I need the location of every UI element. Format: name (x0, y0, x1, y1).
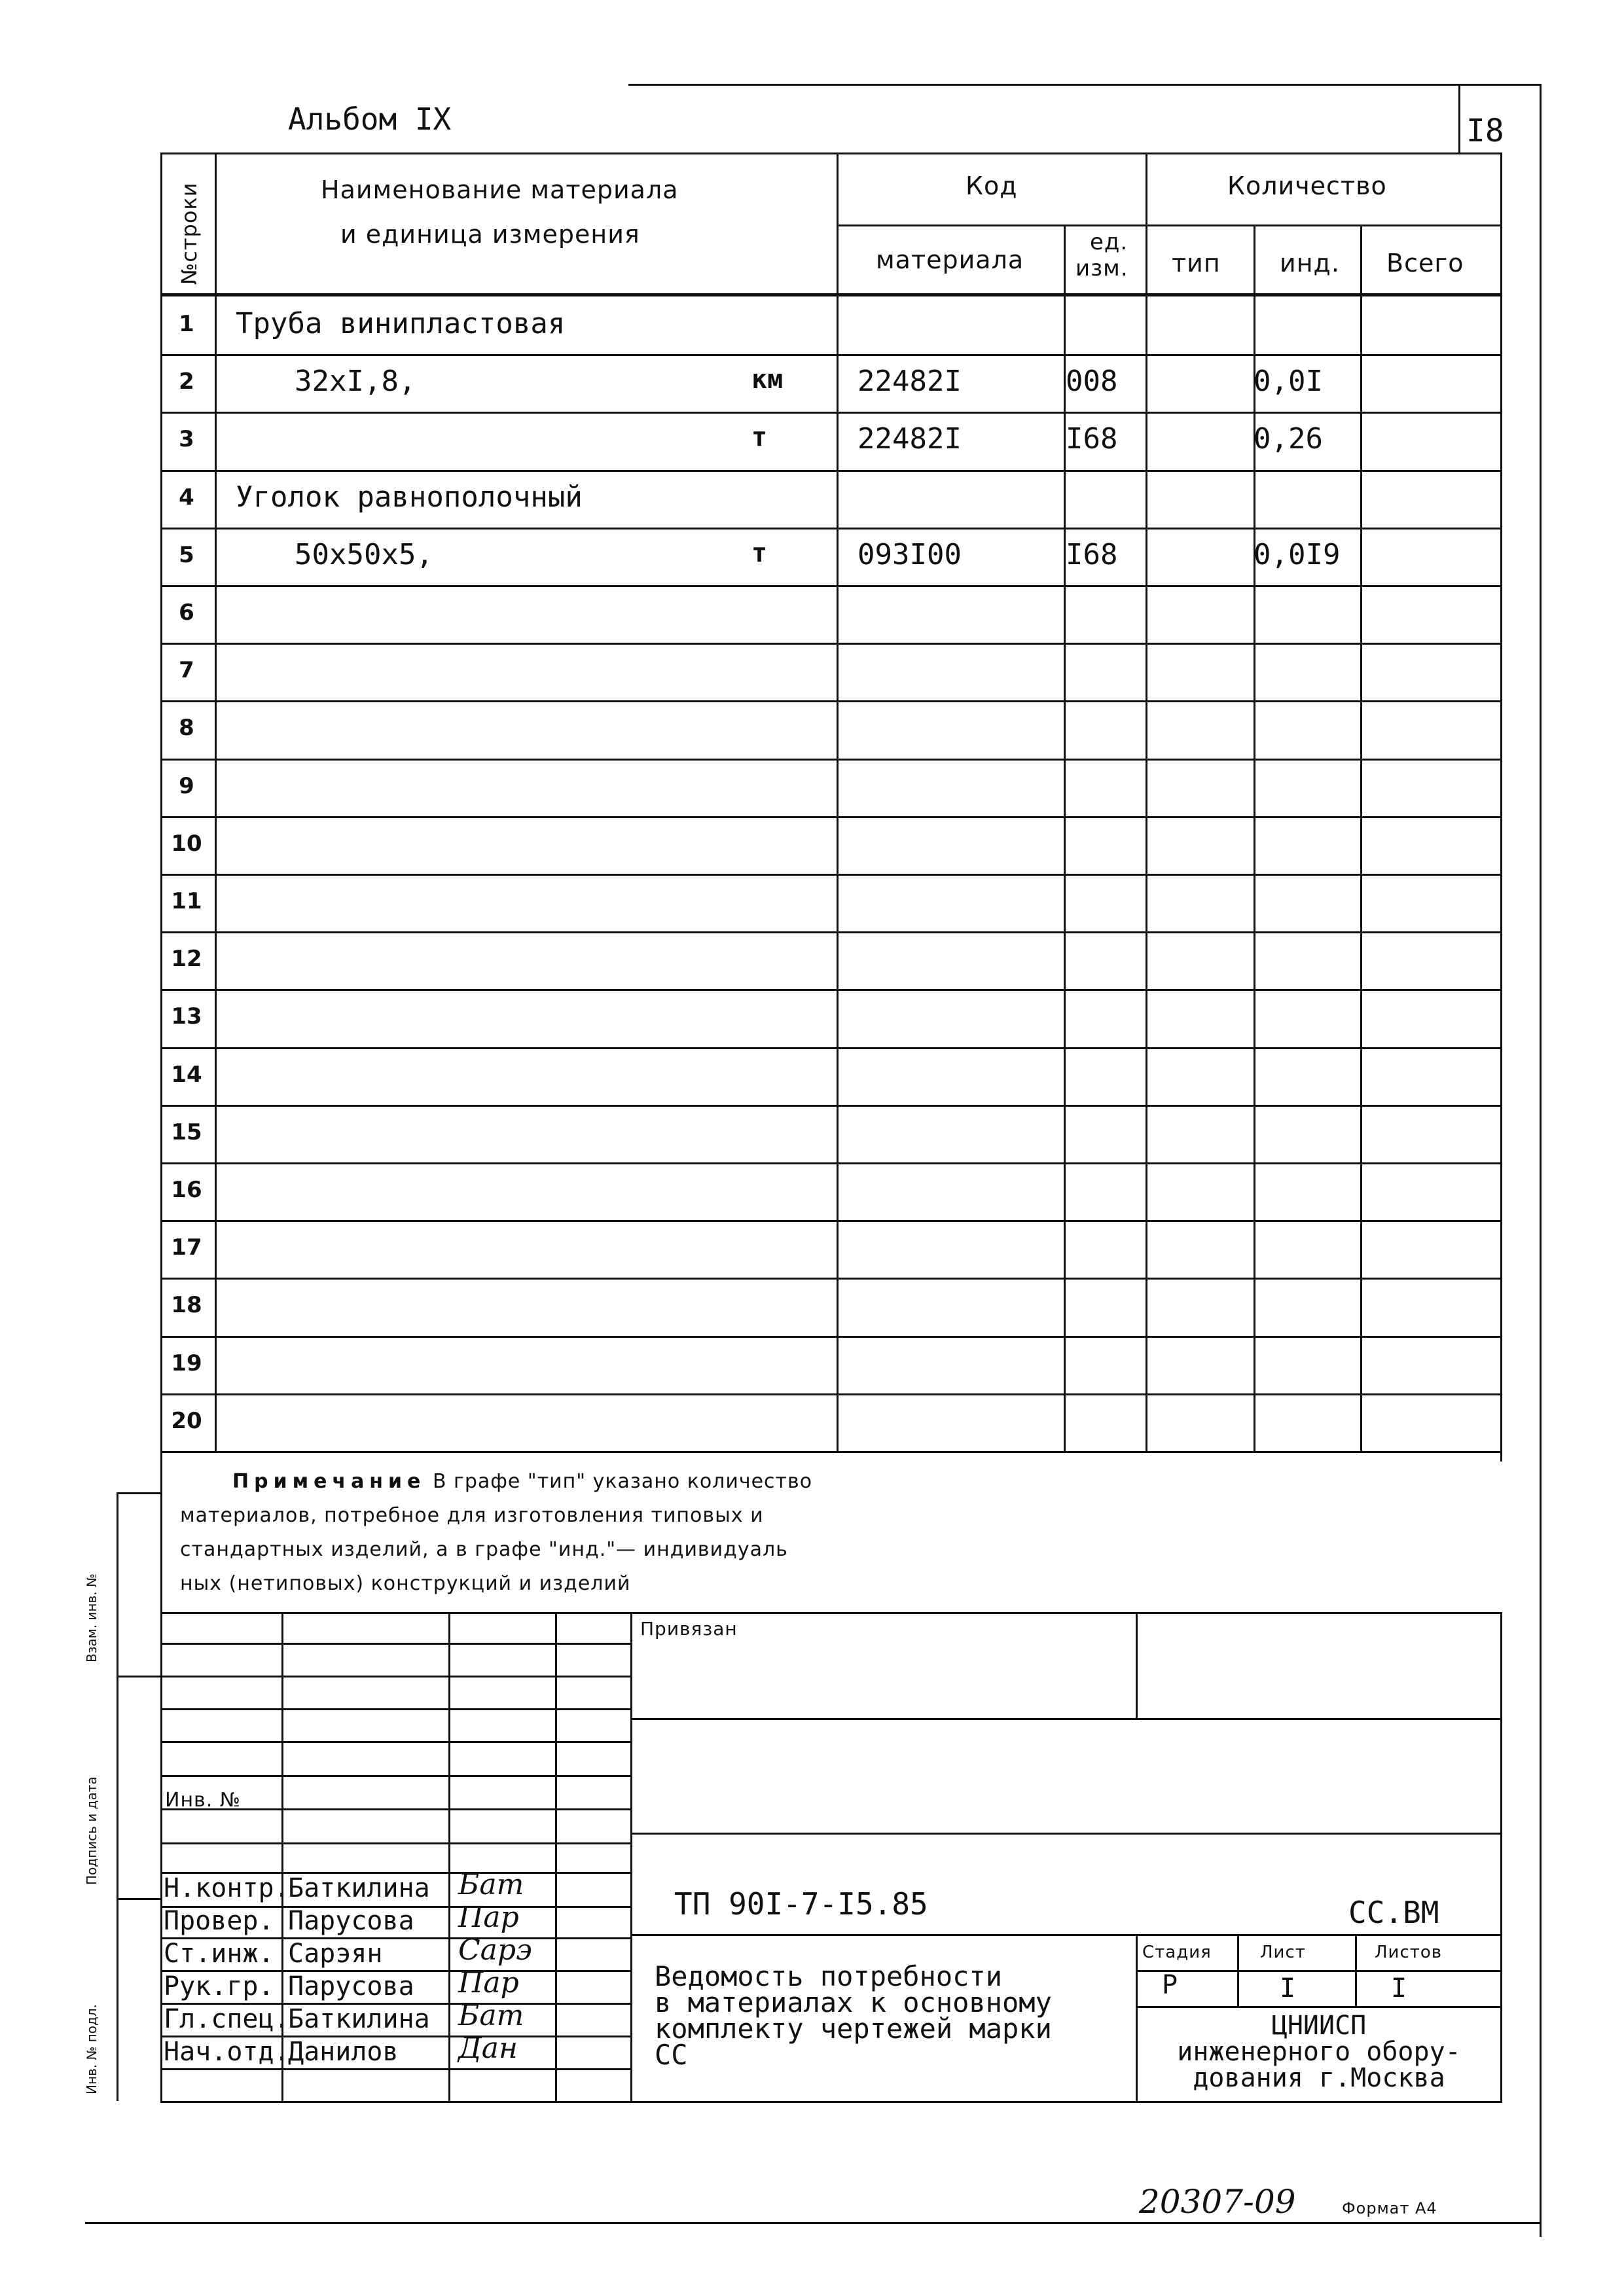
col-sep-type (1254, 224, 1255, 1452)
note-line4: ных (нетиповых) конструкций и изделий (180, 1572, 631, 1595)
table-cell-ind: 0,0I (1254, 365, 1323, 398)
tb-staff-name: Парусова (288, 1906, 414, 1936)
table-cell-ind: 0,0I9 (1254, 538, 1341, 571)
tb-stage-mid (1136, 1970, 1501, 1972)
tb-staff-name: Баткилина (288, 1873, 430, 1903)
tb-mark: СС.ВМ (1348, 1895, 1439, 1930)
tb-staff-role: Ст.инж. (164, 1939, 274, 1969)
note-line3: стандартных изделий, а в графе "инд."— индивидуаль (180, 1538, 788, 1561)
table-row-line (160, 1162, 1502, 1164)
tb-col-3 (555, 1612, 557, 2103)
tb-staff-signature: Пар (458, 1901, 519, 1934)
table-row-line (160, 528, 1502, 529)
tb-sheets-value: I (1391, 1973, 1407, 2003)
tb-sheet-value: I (1280, 1973, 1296, 2003)
table-row-number: 2 (179, 368, 194, 395)
footer-line (85, 2222, 1542, 2224)
tb-staff-role: Н.контр. (164, 1873, 290, 1903)
header-rownum: №строки (177, 182, 202, 285)
table-header-bottom-line (160, 293, 1502, 296)
table-cell-unit: т (751, 538, 768, 568)
tb-staff-role: Нач.отд. (164, 2037, 290, 2067)
header-qty-total: Всего (1386, 249, 1464, 278)
table-row-line (160, 989, 1502, 991)
table-row-number: 6 (179, 600, 194, 626)
tb-privyazan-bottom (630, 1718, 1501, 1720)
table-row-number: 19 (171, 1350, 202, 1376)
table-row-line (160, 1393, 1502, 1395)
side-div-1 (117, 1492, 162, 1494)
table-row-line (160, 874, 1502, 876)
tb-stage-sep2 (1355, 1934, 1357, 2007)
sheet-number: I8 (1466, 113, 1504, 149)
table-row-number: 8 (179, 715, 194, 741)
tb-stage-value: Р (1162, 1970, 1178, 2000)
table-cell-material: 22482I (857, 365, 962, 398)
tb-stage-left (1136, 1934, 1138, 2103)
tb-row-e (160, 1775, 632, 1777)
table-cell-unitcode: I68 (1066, 538, 1118, 571)
header-name-line2: и единица измерения (340, 220, 640, 249)
tb-title-line2: в материалах к основному (655, 1986, 1052, 2018)
tb-staff-signature: Бат (458, 1868, 524, 1901)
table-row-number: 9 (179, 773, 194, 799)
tb-stage-sep1 (1237, 1934, 1239, 2007)
album-title: Альбом IX (288, 101, 452, 137)
col-sep-unitcode (1146, 152, 1147, 1452)
tb-staff-name: Данилов (288, 2037, 399, 2067)
tb-title-line1: Ведомость потребности (655, 1960, 1003, 1992)
tb-staff-name: Баткилина (288, 2004, 430, 2034)
table-right-line (1500, 152, 1502, 1462)
note-line1: В графе "тип" указано количество (425, 1470, 813, 1493)
tb-staff-role: Рук.гр. (164, 1971, 274, 2001)
tb-doc-code: ТП 90I-7-I5.85 (674, 1886, 928, 1922)
tb-row-d (160, 1741, 632, 1743)
tb-staff-signature: Пар (458, 1966, 519, 2000)
table-row-line (160, 1278, 1502, 1280)
table-row-line (160, 470, 1502, 472)
tb-row-c (160, 1708, 632, 1710)
note-label: Примечание (232, 1470, 426, 1493)
tb-stage-label: Стадия (1142, 1943, 1212, 1962)
tb-staff-role: Провер. (164, 1906, 274, 1936)
table-row-number: 4 (179, 484, 194, 511)
tb-org-line3: дования г.Москва (1193, 2063, 1445, 2093)
frame-right-line (1540, 84, 1542, 2237)
col-sep-rownum (215, 152, 217, 1452)
col-sep-name (837, 152, 839, 1452)
tb-staff-name: Парусова (288, 1971, 414, 2001)
header-code-material: материала (876, 245, 1024, 274)
table-row-line (160, 354, 1502, 356)
table-row-number: 7 (179, 657, 194, 683)
table-row-line (160, 1451, 1502, 1453)
tb-staff-name: Сарэян (288, 1939, 383, 1969)
sheet-number-box-left (1458, 84, 1460, 154)
tb-staff-signature: Дан (458, 2032, 518, 2065)
tb-staff-signature: Сарэ (458, 1933, 532, 1967)
table-row-number: 15 (171, 1119, 202, 1145)
tb-sheet-label: Лист (1260, 1943, 1306, 1962)
header-name-line1: Наименование материала (321, 175, 679, 204)
tb-row-a (160, 1643, 632, 1645)
table-row-line (160, 816, 1502, 818)
table-row-number: 5 (179, 542, 194, 568)
tb-stage-bottom (1136, 2006, 1501, 2008)
table-row-number: 16 (171, 1177, 202, 1203)
table-cell-unitcode: 008 (1066, 365, 1118, 398)
table-cell-ind: 0,26 (1254, 422, 1323, 456)
table-row-line (160, 412, 1502, 414)
table-row-line (160, 1220, 1502, 1222)
tb-sheets-label: Листов (1375, 1943, 1443, 1962)
table-row-number: 3 (179, 426, 194, 452)
table-row-number: 11 (171, 888, 202, 914)
table-row-number: 12 (171, 946, 202, 972)
tb-code-bottom (630, 1934, 1501, 1936)
tb-org-line2: инженерного обору- (1177, 2037, 1461, 2067)
tb-staff-signature: Бат (458, 1999, 524, 2032)
tb-inv-no: Инв. № (165, 1789, 242, 1812)
table-row-line (160, 1105, 1502, 1107)
table-cell-name: 32xI,8, (295, 365, 416, 398)
side-label-inv-orig: Инв. № подл. (84, 2004, 99, 2094)
table-row-number: 10 (171, 831, 202, 857)
tb-privyazan-label: Привязан (640, 1618, 738, 1640)
col-sep-material (1064, 224, 1066, 1452)
note-bottom-line (160, 1612, 1502, 1614)
note-text (180, 1465, 812, 1601)
tb-code-top (630, 1833, 1501, 1835)
tb-staff-role: Гл.спец. (164, 2004, 290, 2034)
tb-col-2 (448, 1612, 450, 2103)
tb-right-line (1500, 1612, 1502, 2103)
side-label-replace-inv: Взам. инв. № (84, 1573, 99, 1662)
table-row-number: 13 (171, 1003, 202, 1030)
table-row-line (160, 643, 1502, 645)
table-cell-unit: км (751, 365, 784, 395)
table-row-number: 17 (171, 1234, 202, 1261)
header-qty: Количество (1227, 171, 1387, 200)
frame-top-line (628, 84, 1542, 86)
tb-title-line4: СС (655, 2039, 688, 2071)
tb-title-line3: комплекту чертежей марки (655, 2013, 1052, 2045)
table-header-mid-line (838, 224, 1502, 226)
tb-row-n (160, 2068, 632, 2070)
tb-privyazan-sep (1136, 1612, 1138, 1719)
footer-format: Формат А4 (1342, 2199, 1437, 2217)
tb-row-b (117, 1676, 632, 1677)
table-row-number: 20 (171, 1408, 202, 1434)
table-row-number: 18 (171, 1292, 202, 1318)
side-label-signature-date: Подпись и дата (84, 1776, 99, 1885)
note-line2: материалов, потребное для изготовления типовых и (180, 1504, 764, 1527)
table-row-line (160, 585, 1502, 587)
table-row-number: 1 (179, 311, 194, 337)
table-row-line (160, 1047, 1502, 1049)
header-qty-ind: инд. (1280, 249, 1340, 278)
side-div-3 (117, 1898, 162, 1900)
tb-row-g (160, 1842, 632, 1844)
header-code-unit-line2: изм. (1075, 255, 1128, 281)
table-cell-unitcode: I68 (1066, 422, 1118, 456)
header-code: Код (965, 171, 1018, 200)
table-cell-name: Уголок равнополочный (236, 480, 583, 514)
table-cell-name: 50x50x5, (295, 538, 433, 571)
table-row-number: 14 (171, 1062, 202, 1088)
table-cell-name: Труба винипластовая (236, 307, 566, 340)
table-row-line (160, 1336, 1502, 1338)
header-qty-type: тип (1172, 249, 1221, 278)
footer-order-no: 20307-09 (1139, 2183, 1296, 2221)
tb-bottom-line (160, 2101, 1502, 2103)
table-top-line (160, 152, 1502, 154)
table-row-line (160, 931, 1502, 933)
table-cell-unit: т (751, 422, 768, 452)
tb-title (655, 1960, 1052, 2071)
table-cell-material: 22482I (857, 422, 962, 456)
table-row-line (160, 759, 1502, 761)
table-row-line (160, 700, 1502, 702)
header-code-unit-line1: ед. (1090, 229, 1128, 255)
col-sep-ind (1360, 224, 1362, 1452)
tb-org (1139, 2013, 1499, 2091)
tb-org-line1: ЦНИИСП (1271, 2011, 1367, 2041)
tb-col-4 (630, 1612, 632, 2103)
table-cell-material: 093I00 (857, 538, 962, 571)
side-left-line (117, 1492, 118, 2101)
